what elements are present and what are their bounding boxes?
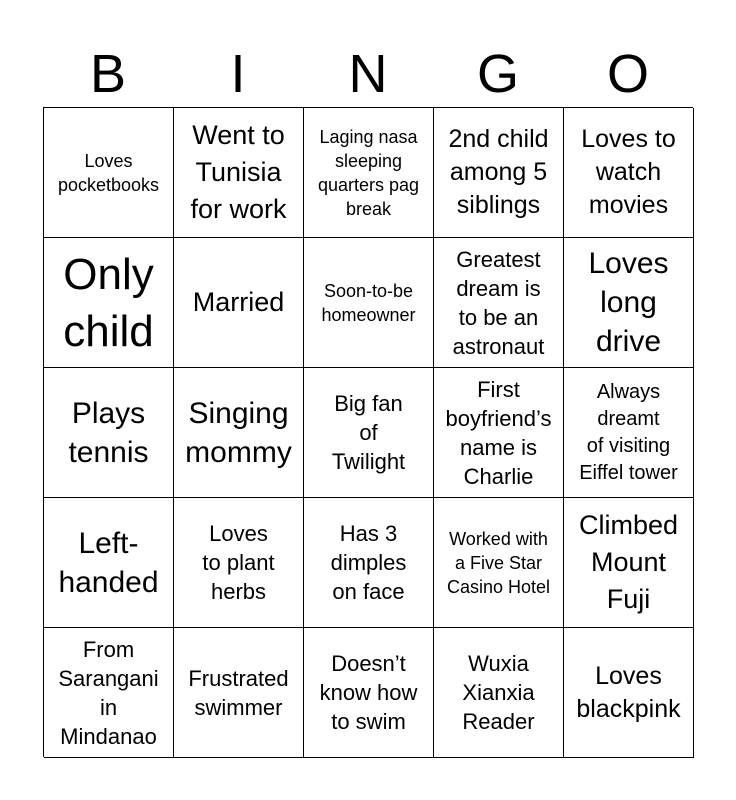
header-letter-o: O (606, 44, 649, 104)
bingo-cell[interactable] (434, 628, 564, 758)
bingo-cell[interactable] (304, 238, 434, 368)
cell-text: Greatest dream is to be an astronaut (452, 246, 545, 359)
bingo-cell[interactable] (434, 368, 564, 498)
bingo-board (43, 107, 693, 757)
bingo-header (43, 40, 693, 108)
bingo-cell[interactable] (564, 238, 694, 368)
cell-text: Big fan of Twilight (331, 391, 406, 474)
cell-text: From Sarangani in Mindanao (58, 636, 159, 749)
cell-text: Loves blackpink (576, 661, 681, 723)
cell-text: Laging nasa sleeping quarters pag break (317, 126, 420, 219)
bingo-cell[interactable] (174, 368, 304, 498)
cell-text: Plays tennis (68, 396, 149, 469)
bingo-cell[interactable] (434, 108, 564, 238)
cell-text: Climbed Mount Fuji (578, 510, 679, 614)
bingo-cell[interactable] (44, 498, 174, 628)
cell-text: Loves to watch movies (581, 125, 676, 219)
bingo-cell[interactable] (44, 368, 174, 498)
bingo-cell[interactable] (304, 368, 434, 498)
cell-text: Loves long drive (588, 247, 669, 358)
cell-text: Loves to plant herbs (202, 521, 275, 604)
bingo-cell[interactable] (174, 628, 304, 758)
cell-text: 2nd child among 5 siblings (448, 125, 549, 219)
cell-text: Singing mommy (185, 396, 292, 469)
bingo-cell[interactable] (174, 238, 304, 368)
bingo-cell[interactable] (304, 108, 434, 238)
cell-text: Married (192, 287, 285, 317)
bingo-cell[interactable] (564, 108, 694, 238)
cell-text: Loves pocketbooks (57, 150, 160, 195)
cell-text: Went to Tunisia for work (190, 120, 287, 224)
cell-text: Has 3 dimples on face (330, 521, 407, 604)
bingo-cell[interactable] (564, 628, 694, 758)
cell-text: Worked with a Five Star Casino Hotel (446, 528, 551, 597)
bingo-cell[interactable] (304, 628, 434, 758)
header-letter-i: I (230, 44, 246, 104)
cell-text: Left- handed (58, 526, 159, 599)
bingo-cell[interactable] (304, 498, 434, 628)
bingo-cell[interactable] (174, 108, 304, 238)
bingo-cell[interactable] (44, 108, 174, 238)
bingo-cell[interactable] (564, 368, 694, 498)
cell-text: Always dreamt of visiting Eiffel tower (579, 380, 678, 484)
bingo-cell[interactable] (434, 238, 564, 368)
cell-text: Wuxia Xianxia Reader (462, 651, 535, 734)
bingo-cell[interactable] (564, 498, 694, 628)
header-letter-g: G (476, 44, 519, 104)
cell-text: Soon-to-be homeowner (321, 280, 416, 325)
bingo-cell[interactable] (44, 238, 174, 368)
cell-text: Only child (63, 249, 154, 356)
cell-text: Doesn’t know how to swim (319, 651, 418, 734)
bingo-cell[interactable] (434, 498, 564, 628)
cell-text: First boyfriend’s name is Charlie (445, 376, 552, 489)
bingo-cell[interactable] (44, 628, 174, 758)
header-letter-n: N (348, 44, 388, 104)
cell-text: Frustrated swimmer (188, 665, 289, 720)
header-letter-b: B (89, 44, 127, 104)
bingo-cell[interactable] (174, 498, 304, 628)
